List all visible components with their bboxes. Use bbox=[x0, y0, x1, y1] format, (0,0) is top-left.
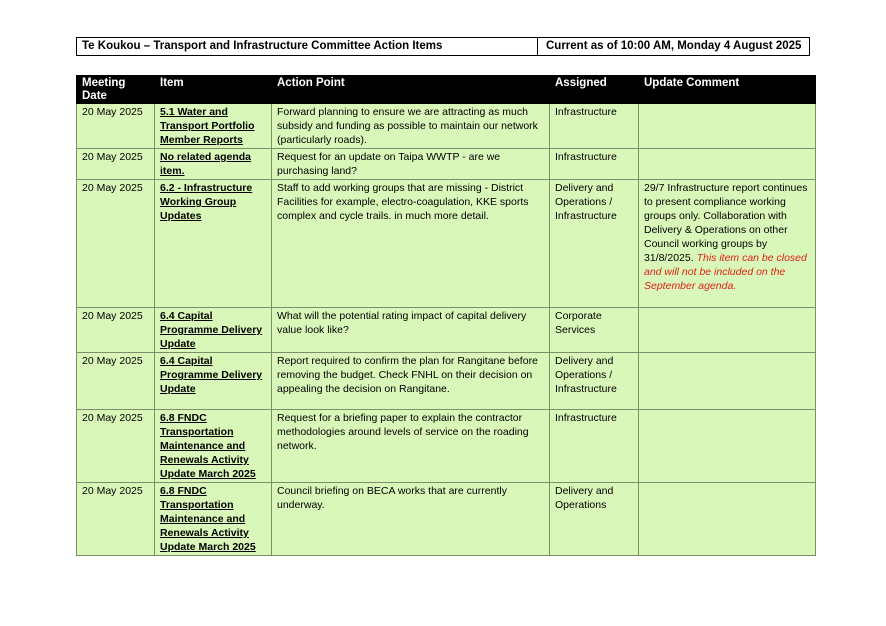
action-point-cell: Report required to confirm the plan for Rangitane before removing the budget. Check FNHL on their decision on appealing the decision on Rangitane. bbox=[272, 353, 550, 410]
meeting-date-cell: 20 May 2025 bbox=[77, 180, 155, 308]
update-comment-cell bbox=[639, 483, 816, 556]
table-row bbox=[77, 104, 816, 149]
meeting-date-cell: 20 May 2025 bbox=[77, 149, 155, 180]
table-row bbox=[77, 149, 816, 180]
agenda-item-link[interactable]: 6.8 FNDC Transportation Maintenance and Renewals Activity Update March 2025 bbox=[155, 410, 272, 483]
action-point-cell: Staff to add working groups that are missing - District Facilities for example, electro-coagulation, KKE sports complex and cycle trails. in much more detail. bbox=[272, 180, 550, 308]
assigned-cell: Infrastructure bbox=[550, 410, 639, 483]
agenda-item-link[interactable]: 6.4 Capital Programme Delivery Update bbox=[155, 308, 272, 353]
action-point-cell: Forward planning to ensure we are attracting as much subsidy and funding as possible to maintain our network (particularly roads). bbox=[272, 104, 550, 149]
table-row bbox=[77, 410, 816, 483]
agenda-item-link[interactable]: 6.4 Capital Programme Delivery Update bbox=[155, 353, 272, 410]
column-header-action-point: Action Point bbox=[272, 76, 550, 104]
assigned-cell: Delivery and Operations / Infrastructure bbox=[550, 353, 639, 410]
assigned-cell: Infrastructure bbox=[550, 104, 639, 149]
table-row bbox=[77, 308, 816, 353]
meeting-date-cell: 20 May 2025 bbox=[77, 410, 155, 483]
update-comment-cell bbox=[639, 410, 816, 483]
agenda-item-link[interactable]: No related agenda item. bbox=[155, 149, 272, 180]
action-point-cell: Request for a briefing paper to explain the contractor methodologies around levels of service on the roading network. bbox=[272, 410, 550, 483]
assigned-cell: Corporate Services bbox=[550, 308, 639, 353]
column-header-item: Item bbox=[155, 76, 272, 104]
action-items-table bbox=[76, 75, 816, 556]
meeting-date-cell: 20 May 2025 bbox=[77, 104, 155, 149]
table-row bbox=[77, 483, 816, 556]
update-comment-cell bbox=[639, 104, 816, 149]
action-point-cell: What will the potential rating impact of capital delivery value look like? bbox=[272, 308, 550, 353]
assigned-cell: Delivery and Operations / Infrastructure bbox=[550, 180, 639, 308]
agenda-item-link[interactable]: 5.1 Water and Transport Portfolio Member Reports bbox=[155, 104, 272, 149]
meeting-date-cell: 20 May 2025 bbox=[77, 483, 155, 556]
document-title: Te Koukou – Transport and Infrastructure Committee Action Items bbox=[77, 38, 538, 55]
meeting-date-cell: 20 May 2025 bbox=[77, 353, 155, 410]
meeting-date-cell: 20 May 2025 bbox=[77, 308, 155, 353]
current-as-of: Current as of 10:00 AM, Monday 4 August 2025 bbox=[546, 40, 802, 52]
agenda-item-link[interactable]: 6.2 - Infrastructure Working Group Updates bbox=[155, 180, 272, 308]
update-comment-text: 29/7 Infrastructure report continues to present compliance working groups only. Collaboration with Delivery & Operations on other Council working groups by 31/8/2025. bbox=[644, 182, 808, 264]
update-comment-cell bbox=[639, 308, 816, 353]
assigned-cell: Delivery and Operations bbox=[550, 483, 639, 556]
action-point-cell: Council briefing on BECA works that are currently underway. bbox=[272, 483, 550, 556]
agenda-item-link[interactable]: 6.8 FNDC Transportation Maintenance and Renewals Activity Update March 2025 bbox=[155, 483, 272, 556]
column-header-update-comment: Update Comment bbox=[639, 76, 816, 104]
assigned-cell: Infrastructure bbox=[550, 149, 639, 180]
table-row bbox=[77, 180, 816, 308]
table-header-row bbox=[77, 76, 816, 104]
table-row bbox=[77, 353, 816, 410]
update-comment-cell bbox=[639, 353, 816, 410]
update-comment-note: This item can be closed and will not be included on the September agenda. bbox=[644, 252, 807, 292]
column-header-assigned: Assigned bbox=[550, 76, 639, 104]
update-comment-cell bbox=[639, 149, 816, 180]
document-title-box bbox=[76, 37, 810, 56]
column-header-meeting-date: Meeting Date bbox=[77, 76, 155, 104]
action-point-cell: Request for an update on Taipa WWTP - are we purchasing land? bbox=[272, 149, 550, 180]
update-comment-cell bbox=[639, 180, 816, 308]
